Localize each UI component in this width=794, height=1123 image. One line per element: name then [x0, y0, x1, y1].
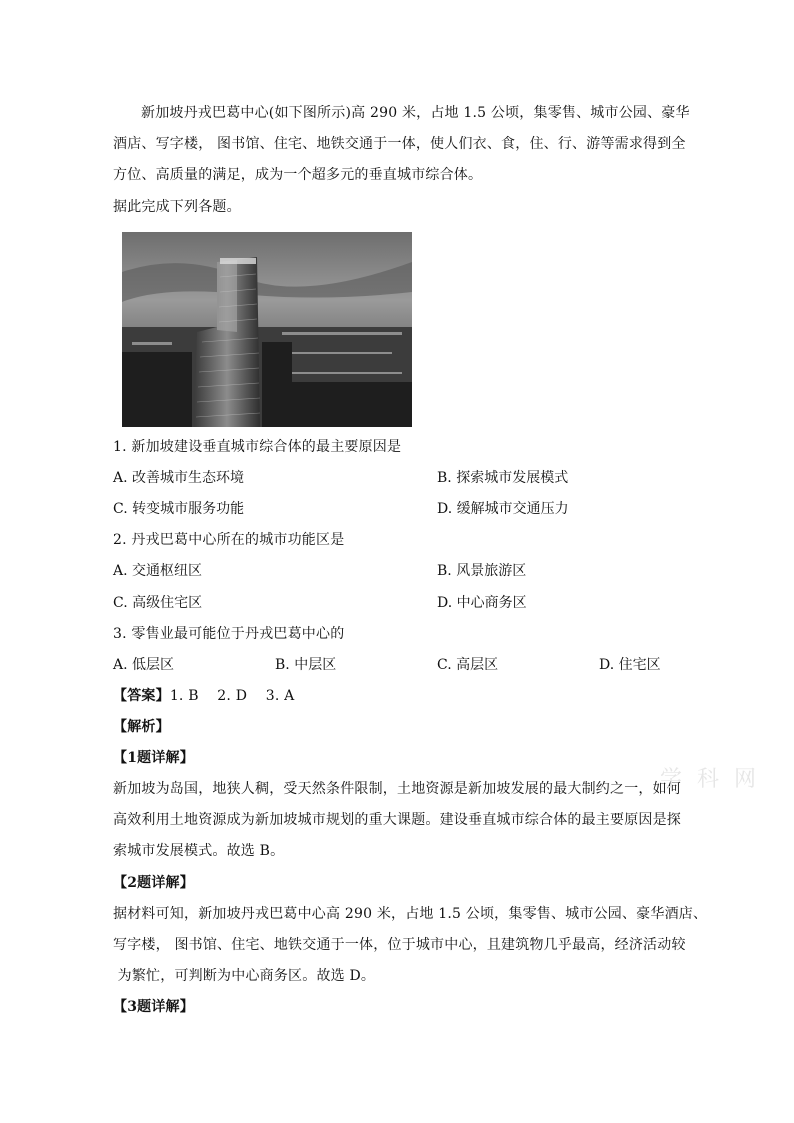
question-1-option-a: A. 改善城市生态环境 [113, 470, 245, 486]
intro-line-2: 酒店、写字楼， 图书馆、住宅、地铁交通于一体，使人们衣、食，住、行、游等需求得到全 [113, 136, 686, 152]
q2-detail-line-3: 为繁忙，可判断为中心商务区。故选 D。 [113, 968, 376, 984]
q2-detail-label: 【2题详解】 [113, 875, 194, 891]
question-3-stem: 3. 零售业最可能位于丹戎巴葛中心的 [113, 626, 345, 642]
question-1-stem: 1. 新加坡建设垂直城市综合体的最主要原因是 [113, 439, 402, 455]
question-2-option-b: B. 风景旅游区 [437, 563, 527, 579]
q1-detail-line-3: 索城市发展模式。故选 B。 [113, 843, 285, 859]
answer-label: 【答案】 [113, 688, 170, 704]
q2-detail-line-2: 写字楼， 图书馆、住宅、地铁交通于一体，位于城市中心，且建筑物几乎最高，经济活动较 [113, 937, 686, 953]
question-2-stem: 2. 丹戎巴葛中心所在的城市功能区是 [113, 532, 345, 548]
skyscraper-night-photo [122, 232, 412, 427]
intro-line-3: 方位、高质量的满足，成为一个超多元的垂直城市综合体。 [113, 167, 483, 183]
question-2-option-c: C. 高级住宅区 [113, 595, 203, 611]
question-3-option-c: C. 高层区 [437, 657, 499, 673]
question-3-option-a: A. 低层区 [113, 657, 175, 673]
question-1-option-c: C. 转变城市服务功能 [113, 501, 245, 517]
question-2-option-d: D. 中心商务区 [437, 595, 527, 611]
analysis-label: 【解析】 [113, 719, 170, 735]
question-1-option-b: B. 探索城市发展模式 [437, 470, 569, 486]
question-1-option-d: D. 缓解城市交通压力 [437, 501, 569, 517]
question-3-option-b: B. 中层区 [275, 657, 337, 673]
q1-detail-line-1: 新加坡为岛国，地狭人稠，受天然条件限制，土地资源是新加坡发展的最大制约之一，如何 [113, 781, 681, 797]
intro-line-4: 据此完成下列各题。 [113, 199, 241, 215]
q2-detail-line-1: 据材料可知，新加坡丹戎巴葛中心高 290 米，占地 1.5 公顷，集零售、城市公园、豪华酒店、 [113, 906, 708, 922]
intro-line-1: 新加坡丹戎巴葛中心(如下图所示)高 290 米，占地 1.5 公顷，集零售、城市公园、豪华 [141, 105, 690, 121]
answer-value: 1. B 2. D 3. A [169, 688, 295, 704]
question-2-option-a: A. 交通枢纽区 [113, 563, 203, 579]
question-3-option-d: D. 住宅区 [599, 657, 661, 673]
q1-detail-line-2: 高效利用土地资源成为新加坡城市规划的重大课题。建设垂直城市综合体的最主要原因是探 [113, 812, 681, 828]
q1-detail-label: 【1题详解】 [113, 750, 194, 766]
q3-detail-label: 【3题详解】 [113, 999, 194, 1015]
watermark: 学 科 网 [660, 767, 760, 792]
answer-line [113, 686, 294, 706]
